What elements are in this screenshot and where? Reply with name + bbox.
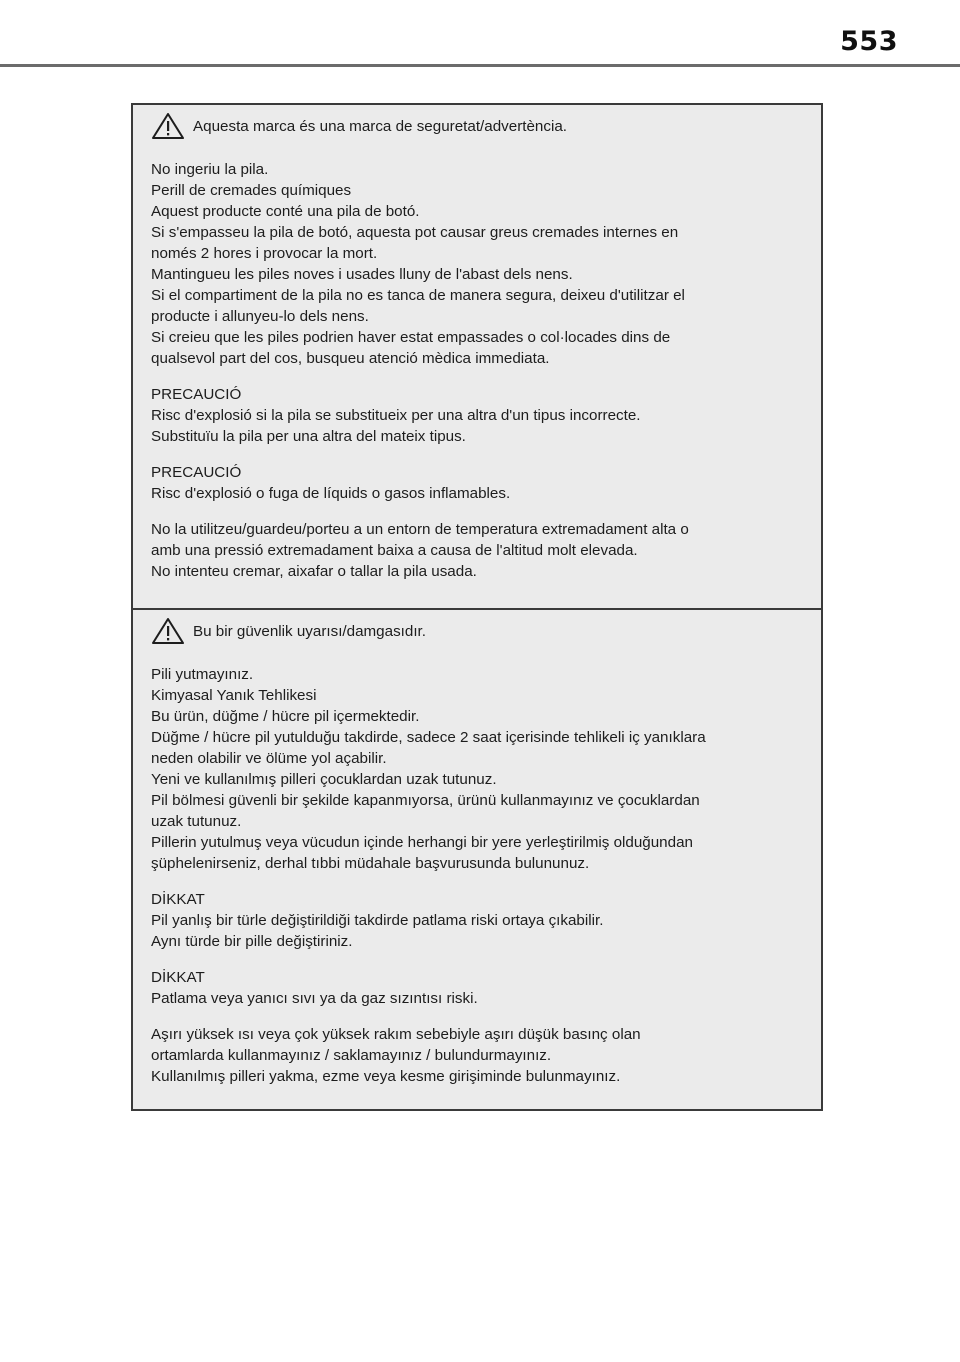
text-line: Mantingueu les piles noves i usades lluny de l'abast dels nens. xyxy=(151,266,573,283)
text-line: Substituïu la pila per una altra del mateix tipus. xyxy=(151,428,466,445)
text-line: Si s'empasseu la pila de botó, aquesta pot causar greus cremades internes en xyxy=(151,224,679,241)
header-rule xyxy=(0,64,960,67)
catalan-paragraph xyxy=(151,462,811,504)
text-line: Pil yanlış bir türle değiştirildiği takdirde patlama riski ortaya çıkabilir. xyxy=(151,912,604,929)
turkish-paragraph xyxy=(151,889,811,952)
text-line: Düğme / hücre pil yutulduğu takdirde, sadece 2 saat içerisinde tehlikeli iç yanıklara xyxy=(151,729,706,746)
text-line: PRECAUCIÓ xyxy=(151,464,242,481)
catalan-paragraph xyxy=(151,519,811,582)
text-line: Si el compartiment de la pila no es tanca de manera segura, deixeu d'utilitzar el xyxy=(151,287,685,304)
text-line: No ingeriu la pila. xyxy=(151,161,269,178)
text-line: Perill de cremades químiques xyxy=(151,182,352,199)
text-line: Pil bölmesi güvenli bir şekilde kapanmıyorsa, ürünü kullanmayınız ve çocuklardan xyxy=(151,792,700,809)
text-line: DİKKAT xyxy=(151,969,205,986)
text-line: Yeni ve kullanılmış pilleri çocuklardan uzak tutunuz. xyxy=(151,771,497,788)
text-line: No intenteu cremar, aixafar o tallar la pila usada. xyxy=(151,563,477,580)
text-line: neden olabilir ve ölüme yol açabilir. xyxy=(151,750,387,767)
catalan-heading-text: Aquesta marca és una marca de seguretat/advertència. xyxy=(193,117,567,135)
text-line: qualsevol part del cos, busqueu atenció mèdica immediata. xyxy=(151,350,550,367)
text-line: şüphelenirseniz, derhal tıbbi müdahale başvurusunda bulununuz. xyxy=(151,855,590,872)
text-line: Aşırı yüksek ısı veya çok yüksek rakım sebebiyle aşırı düşük basınç olan xyxy=(151,1026,641,1043)
catalan-section xyxy=(133,105,821,608)
catalan-paragraph xyxy=(151,384,811,447)
paragraph-gap xyxy=(151,952,811,967)
paragraph-gap xyxy=(151,874,811,889)
catalan-paragraph xyxy=(151,159,811,369)
turkish-paragraphs xyxy=(151,649,811,1087)
text-line: Kimyasal Yanık Tehlikesi xyxy=(151,687,317,704)
turkish-paragraph xyxy=(151,664,811,874)
paragraph-gap xyxy=(151,1009,811,1024)
text-line: Si creieu que les piles podrien haver estat empassades o col·locades dins de xyxy=(151,329,671,346)
paragraph-gap xyxy=(151,369,811,384)
text-line: Kullanılmış pilleri yakma, ezme veya kesme girişiminde bulunmayınız. xyxy=(151,1068,621,1085)
page-number: 553 xyxy=(840,26,898,57)
text-line: ortamlarda kullanmayınız / saklamayınız / bulundurmayınız. xyxy=(151,1047,552,1064)
turkish-section xyxy=(133,610,821,1111)
paragraph-gap xyxy=(151,144,811,159)
paragraph-gap xyxy=(151,649,811,664)
turkish-heading-text: Bu bir güvenlik uyarısı/damgasıdır. xyxy=(193,622,426,640)
catalan-paragraphs xyxy=(151,144,811,582)
text-line: DİKKAT xyxy=(151,891,205,908)
text-line: Patlama veya yanıcı sıvı ya da gaz sızıntısı riski. xyxy=(151,990,478,1007)
paragraph-gap xyxy=(151,447,811,462)
text-line: PRECAUCIÓ xyxy=(151,386,242,403)
warning-triangle-icon xyxy=(151,617,185,645)
turkish-paragraph xyxy=(151,1024,811,1087)
warning-triangle-icon xyxy=(151,112,185,140)
text-line: només 2 hores i provocar la mort. xyxy=(151,245,378,262)
text-line: Pili yutmayınız. xyxy=(151,666,254,683)
battery-warning-label xyxy=(131,103,823,1111)
paragraph-gap xyxy=(151,504,811,519)
text-line: Risc d'explosió o fuga de líquids o gasos inflamables. xyxy=(151,485,511,502)
turkish-heading xyxy=(151,613,811,649)
text-line: Aquest producte conté una pila de botó. xyxy=(151,203,420,220)
text-line: No la utilitzeu/guardeu/porteu a un entorn de temperatura extremadament alta o xyxy=(151,521,689,538)
text-line: Aynı türde bir pille değiştiriniz. xyxy=(151,933,353,950)
text-line: producte i allunyeu-lo dels nens. xyxy=(151,308,369,325)
text-line: Risc d'explosió si la pila se substitueix per una altra d'un tipus incorrecte. xyxy=(151,407,641,424)
turkish-paragraph xyxy=(151,967,811,1009)
text-line: Bu ürün, düğme / hücre pil içermektedir. xyxy=(151,708,420,725)
text-line: Pillerin yutulmuş veya vücudun içinde herhangi bir yere yerleştirilmiş olduğundan xyxy=(151,834,693,851)
text-line: uzak tutunuz. xyxy=(151,813,242,830)
text-line: amb una pressió extremadament baixa a causa de l'altitud molt elevada. xyxy=(151,542,638,559)
catalan-heading xyxy=(151,108,811,144)
